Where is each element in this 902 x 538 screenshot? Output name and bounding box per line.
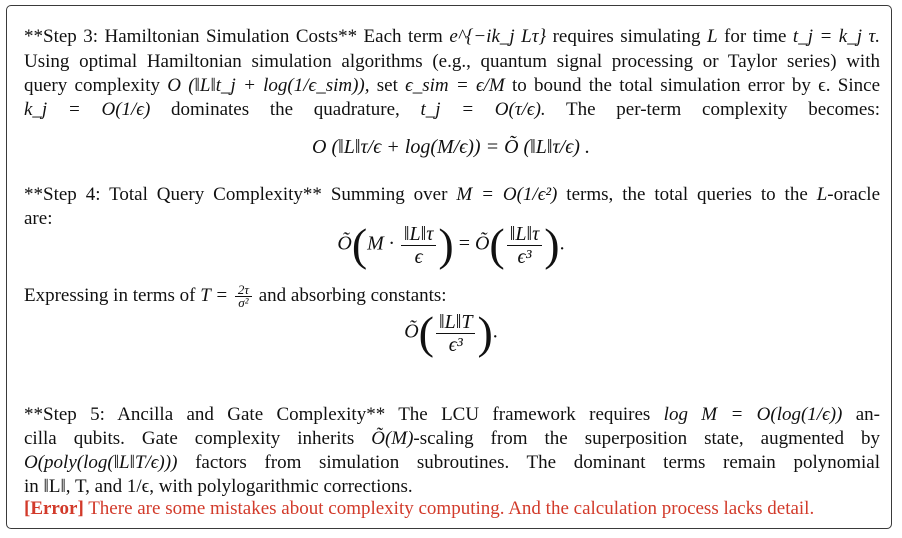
step5-line4: in ‖L‖, T, and 1/ϵ, with polylogarithmic corrections. xyxy=(24,476,413,497)
step3-line4: k_j = O(1/ϵ) dominates the quadrature, t_j = O(τ/ϵ). The per-term complexity becomes: xyxy=(24,99,881,120)
step5-line2: cilla qubits. Gate complexity inherits Õ(M)-scaling from the superposition state, augmented by xyxy=(24,428,880,449)
step5-line1: **Step 5: Ancilla and Gate Complexity** The LCU framework requires log M = O(log(1/ϵ)) an- xyxy=(24,404,880,425)
step4-line2: are: xyxy=(24,208,53,229)
step4-express-line: Expressing in terms of T = $\frac{2\tau}{\text{σ²}}$ and absorbing constants: xyxy=(24,282,447,311)
step3-line3: query complexity O (‖L‖t_j + log(1/ϵ_sim)), set ϵ_sim = ϵ/M to bound the total simulation error by ϵ. Since xyxy=(24,75,881,96)
step4-display-equation-2: Õ( $\frac{‖L‖T}{\text{ϵ³}}$ ). xyxy=(404,307,498,358)
step4-line1: **Step 4: Total Query Complexity** Summing over M = O(1/ϵ²) terms, the total queries to the L-oracle xyxy=(24,184,880,205)
error-note xyxy=(24,497,880,520)
step3-line2: Using optimal Hamiltonian simulation algorithms (e.g., quantum signal processing or Taylor series) with xyxy=(24,51,880,72)
step3-line1: **Step 3: Hamiltonian Simulation Costs** Each term e^{−ik_j Lτ} requires simulating L for time t_j = k_j τ. xyxy=(24,26,880,47)
exp-term: e^{−ik_j Lτ} xyxy=(449,26,547,47)
error-tag: [Error] xyxy=(24,498,84,519)
step5-line3: O(poly(log(‖L‖T/ϵ))) factors from simulation subroutines. The dominant terms remain polynomial xyxy=(24,452,880,473)
error-message: There are some mistakes about complexity computing. And the calculation process lacks detail. xyxy=(83,498,815,519)
step3-display-equation: O (‖L‖τ/ϵ + log(M/ϵ)) = Õ (‖L‖τ/ϵ) . xyxy=(312,136,590,158)
step4-display-equation-1: Õ(M · $\frac{‖L‖\tau}{\epsilon}$ ) = Õ( $\frac{‖L‖\tau}{\text{ϵ³}}$ ). xyxy=(337,219,565,270)
